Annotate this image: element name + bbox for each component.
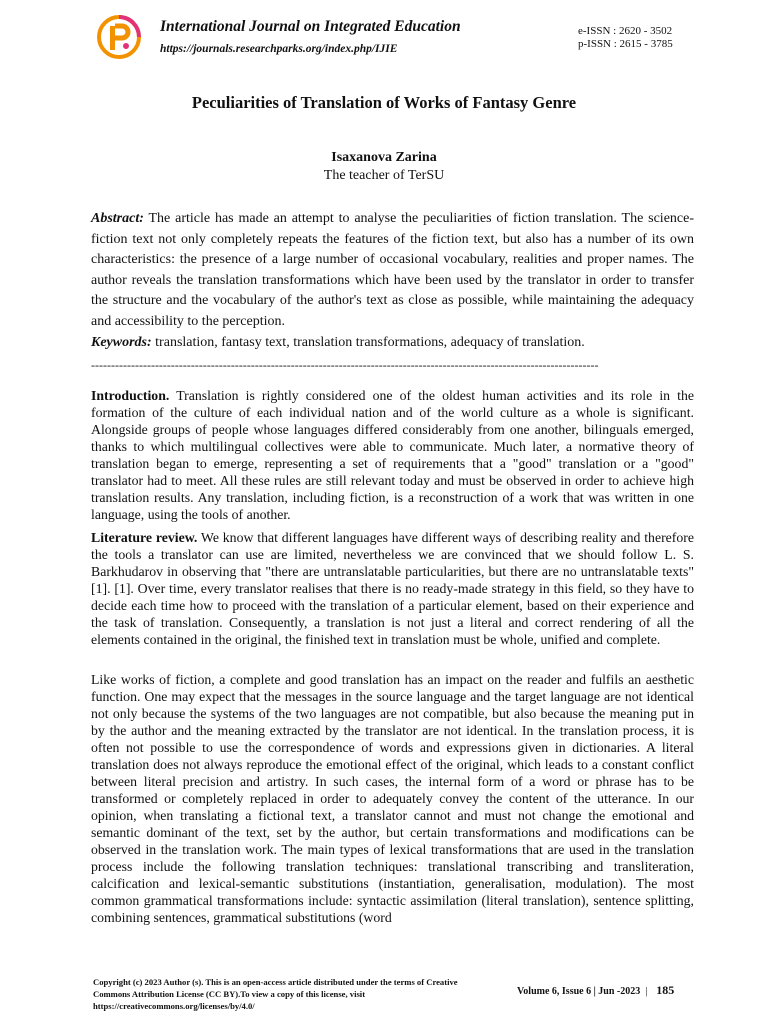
eissn: e-ISSN : 2620 - 3502 [578,25,673,37]
issn-block [578,25,673,50]
pissn: p-ISSN : 2615 - 3785 [578,37,673,50]
footer-separator: | [645,986,648,997]
keywords [91,333,694,353]
literature-review-paragraph [91,529,694,648]
literature-review-heading: Literature review. [91,530,198,545]
journal-name: International Journal on Integrated Education [160,18,461,35]
abstract-text: The article has made an attempt to analyse the peculiarities of fiction translation. The science-fiction text not only completely repeats the features of the fiction text, but also has a number of its own characteristics: the presence of a large number of occasional vocabulary, realities and proper names. The author reveals the translation transformations which have been used by the translator in order to transfer the structure and the vocabulary of the author's text as close as possible, while maintaining the adequacy and accessibility to the perception. [91,211,694,329]
copyright-notice: Copyright (c) 2023 Author (s). This is an open-access article distributed under the terms of Creative Commons Attribution License (CC BY).To view a copy of this license, visit https://creativecommons.org/licenses/by/4.0/ [93,977,458,1011]
journal-logo-icon [96,14,142,60]
abstract [91,209,694,332]
author-affiliation: The teacher of TerSU [323,168,445,183]
volume-issue: Volume 6, Issue 6 | Jun -2023 [517,986,641,997]
page-footer [517,983,674,998]
introduction-paragraph [91,387,694,523]
page-number: 185 [656,983,675,997]
journal-url-link[interactable]: https://journals.researchparks.org/index.php/IJIE [160,43,398,55]
section-divider: ------------------------------------------------------------------------------------------------------------------------------- [91,358,599,372]
body-paragraph-3: Like works of fiction, a complete and good translation has an impact on the reader and fulfils an aesthetic function. One may expect that the messages in the source language and the target language are not identical not only because the systems of the two languages are not compatible, but also because the meaning put in by the author and the meaning extracted by the translator are not identical. In the translation process, it is often not possible to use the correspondence of words and expressions given in dictionaries. A literal translation does not always reproduce the emotional effect of the original, which leads to a constant conflict between literal precision and artistry. In such cases, the internal form of a word or phrase has to be transformed or completely replaced in order to adequately convey the content of the utterance. In our opinion, when translating a fictional text, a translator cannot and must not change the emotional and semantic dominant of the text, set by the author, but certain transformations and modifications can be observed in the translation work. The main types of lexical transformations that are used in the translation process include the following translation techniques: translational transcribing and transliteration, calcification and lexical-semantic substitutions (instantiation, generalisation, modulation). The most common grammatical transformations include: syntactic assimilation (literal translation), sentence splitting, combining sentences, grammatical substitutions (word [91,672,694,925]
keywords-text: translation, fantasy text, translation transformations, adequacy of translation. [155,335,585,350]
introduction-text: Translation is rightly considered one of the oldest human activities and its role in the formation of the culture of each individual nation and of the world culture as a whole is significant. Alongside groups of people whose languages differed considerably from one another, bilinguals emerged, thanks to which multilingual collectives were able to communicate. Much later, a normative theory of translation began to emerge, representing a set of requirements that a "good" translation or a "good" translator had to meet. All these rules are still relevant today and must be observed in order to achieve high translation results. Any translation, including fiction, is a reconstruction of a work that was written in one language, using the tools of another. [91,388,695,522]
keywords-label: Keywords: [91,335,152,350]
abstract-label: Abstract: [91,211,144,226]
literature-review-text: We know that different languages have different ways of describing reality and therefore the tools a translator can use are limited, nevertheless we are convinced that we should follow L. S. Barkhudarov in observing that "there are untranslatable particularities, but there are no untranslatable texts" [1]. [1]. Over time, every translator realises that there is no ready-made strategy in this field, so they have to decide each time how to proceed with the translation of a particular element, based on their experience and the task of translation. Consequently, a translation is not just a literal and correct rendering of all the elements contained in the original, the finished text in translation must be whole, unified and complete. [91,530,694,647]
article-title: Peculiarities of Translation of Works of Fantasy Genre [191,93,577,112]
author-name: Isaxanova Zarina [331,150,437,165]
introduction-heading: Introduction. [91,388,170,403]
